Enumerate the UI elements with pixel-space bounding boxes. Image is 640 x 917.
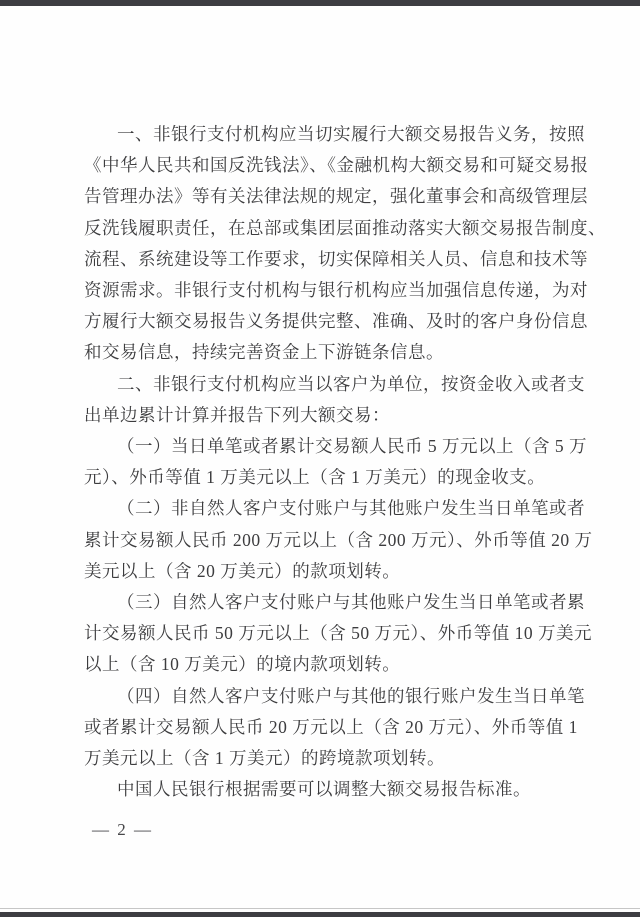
paragraph-item-4 (84, 681, 585, 775)
text-line: 或者累计交易额人民币 20 万元以上（含 20 万元）、外币等值 1 (84, 716, 578, 737)
paragraph-2 (84, 369, 585, 431)
text-line: （二）非自然人客户支付账户与其他账户发生当日单笔或者 (117, 498, 585, 519)
text-line: 累计交易额人民币 200 万元以上（含 200 万元）、外币等值 20 万 (84, 529, 593, 550)
text-line: （一）当日单笔或者累计交易额人民币 5 万元以上（含 5 万 (117, 436, 587, 457)
text-line: 元）、外币等值 1 万美元以上（含 1 万美元）的现金收支。 (84, 467, 546, 488)
paragraph-closing (84, 774, 572, 805)
paragraph-1 (84, 119, 606, 369)
text-line: 中国人民银行根据需要可以调整大额交易报告标准。 (117, 779, 531, 800)
page-number: — 2 — (92, 820, 153, 839)
text-line: 和交易信息，持续完善资金上下游链条信息。 (84, 342, 444, 363)
paragraph-item-1 (84, 431, 587, 493)
page-bottom-edge (0, 912, 640, 917)
text-line: 方履行大额交易报告义务提供完整、准确、及时的客户身份信息 (84, 311, 588, 332)
paragraph-item-3 (84, 587, 592, 681)
text-line: 计交易额人民币 50 万元以上（含 50 万元）、外币等值 10 万美元 (84, 623, 592, 644)
text-line: 一、非银行支付机构应当切实履行大额交易报告义务，按照 (117, 124, 585, 144)
page-bottom-rule (0, 908, 640, 909)
text-line: 二、非银行支付机构应当以客户为单位，按资金收入或者支 (117, 373, 585, 394)
text-line: 出单边累计计算并报告下列大额交易： (84, 404, 390, 425)
text-line: 以上（含 10 万美元）的境内款项划转。 (84, 654, 401, 675)
text-line: （三）自然人客户支付账户与其他账户发生当日单笔或者累 (117, 592, 585, 613)
page-top-edge (0, 0, 640, 6)
text-line: 反洗钱履职责任，在总部或集团层面推动落实大额交易报告制度、 (84, 217, 606, 238)
text-line: 美元以上（含 20 万美元）的款项划转。 (84, 560, 401, 581)
text-line: 万美元以上（含 1 万美元）的跨境款项划转。 (84, 748, 445, 769)
text-line: 资源需求。非银行支付机构与银行机构应当加强信息传递，为对 (84, 280, 588, 301)
text-line: 流程、系统建设等工作要求，切实保障相关人员、信息和技术等 (84, 248, 588, 269)
text-line: 告管理办法》等有关法律法规的规定，强化董事会和高级管理层 (84, 186, 588, 207)
paragraph-item-2 (84, 493, 593, 587)
text-line: （四）自然人客户支付账户与其他的银行账户发生当日单笔 (117, 685, 585, 706)
text-line: 《中华人民共和国反洗钱法》、《金融机构大额交易和可疑交易报 (84, 155, 589, 176)
document-body (84, 119, 606, 805)
